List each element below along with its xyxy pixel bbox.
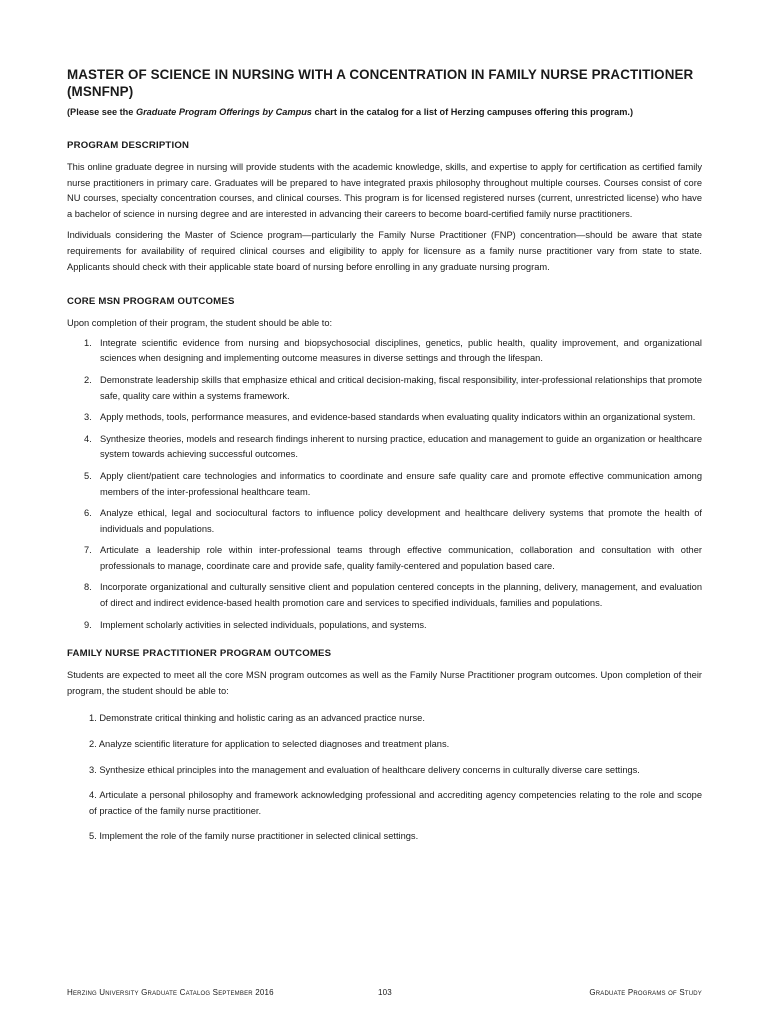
core-outcomes-list <box>67 336 702 634</box>
list-item: 1. Demonstrate critical thinking and holistic caring as an advanced practice nurse. <box>89 713 425 724</box>
list-item: 2. Demonstrate leadership skills that emphasize ethical and critical decision-making, fiscal responsibility, inter-professional relationships that promote safe, quality care within a systems framework. <box>84 374 702 401</box>
list-item: 2. Analyze scientific literature for application to selected diagnoses and treatment plans. <box>89 739 450 750</box>
list-item: 6. Analyze ethical, legal and sociocultural factors to influence policy development and healthcare delivery systems that promote the health of individuals and populations. <box>84 508 702 534</box>
program-description-heading: PROGRAM DESCRIPTION <box>67 140 190 151</box>
list-item: 9. Implement scholarly activities in selected individuals, populations, and systems. <box>84 619 427 630</box>
list-item: 3. Apply methods, tools, performance measures, and evidence-based standards when evaluating quality indicators within an organizational system. <box>84 412 696 423</box>
core-outcomes-intro: Upon completion of their program, the student should be able to: <box>67 318 333 329</box>
page-footer <box>67 988 702 1002</box>
list-item: 8. Incorporate organizational and culturally sensitive client and population centered concepts in the planning, delivery, management, and evaluation of direct and indirect evidence-based health promotion care and services to specified individuals, families and populations. <box>84 582 702 609</box>
campus-note <box>67 106 702 119</box>
list-item: 5. Implement the role of the family nurse practitioner in selected clinical settings. <box>89 831 419 842</box>
list-item: 4. Synthesize theories, models and research findings inherent to nursing practice, education and management to guide an organization or healthcare system towards achieving successful outcomes. <box>84 433 702 460</box>
fnp-outcomes-intro: Students are expected to meet all the core MSN program outcomes as well as the Family Nurse Practitioner program outcomes. Upon completion of their program, the student should be able to: <box>67 670 702 696</box>
catalog-page <box>67 66 702 855</box>
list-item: 4. Articulate a personal philosophy and framework acknowledging professional and accrediting agency competencies relating to the role and scope of practice of the family nurse practitioner. <box>89 790 702 816</box>
list-item: 5. Apply client/patient care technologies and informatics to coordinate and ensure safe quality care and promote effective communication among members of the inter-professional healthcare team. <box>84 470 702 497</box>
list-item: 1. Integrate scientific evidence from nursing and biopsychosocial disciplines, genetics, public health, quality improvement, and organizational sciences when designing and implementing outcome measures in diverse settings and through the lifespan. <box>84 337 702 364</box>
description-paragraph-1: This online graduate degree in nursing will provide students with the academic knowledge, skills, and expertise to apply for certification as certified family nurse practitioners in primary care. Graduates will be prepared to have integrated praxis philosophy throughout multiple courses. Courses consist of core NU courses, specialty concentration courses, and clinical courses. This program is for licensed registered nurses (current, unrestricted license) who have a bachelor of science in nursing degree and are interested in advancing their careers to become board-certified family nurse practitioners. <box>67 162 702 219</box>
fnp-outcomes-list <box>67 711 702 845</box>
note-chart-name: Graduate Program Offerings by Campus <box>135 107 312 117</box>
description-paragraph-2: Individuals considering the Master of Science program—particularly the Family Nurse Practitioner (FNP) concentration—should be aware that state requirements for availability of required clinical courses and eligibility to apply for licensure as a family nurse practitioner vary from state to state. Applicants should check with their applicable state board of nursing before enrolling in any graduate nursing program. <box>67 230 702 272</box>
footer-catalog-name: Herzing University Graduate Catalog September 2016 <box>67 988 274 997</box>
page-number: 103 <box>378 988 392 997</box>
note-pre: (Please see the <box>67 107 136 117</box>
note-post: chart in the catalog for a list of Herzing campuses offering this program.) <box>311 107 634 117</box>
core-outcomes-heading: CORE MSN PROGRAM OUTCOMES <box>67 296 235 308</box>
footer-section-name: Graduate Programs of Study <box>589 988 702 997</box>
page-title: MASTER OF SCIENCE IN NURSING WITH A CONCENTRATION IN FAMILY NURSE PRACTITIONER (MSNFNP) <box>67 67 694 99</box>
list-item: 7. Articulate a leadership role within inter-professional teams through effective communication, collaboration and consultation with other professionals to manage, coordinate care and provide safe, quality family-centered and population based care. <box>84 545 702 571</box>
fnp-outcomes-heading: FAMILY NURSE PRACTITIONER PROGRAM OUTCOMES <box>67 648 332 660</box>
list-item: 3. Synthesize ethical principles into the management and evaluation of healthcare delivery concerns in culturally diverse care settings. <box>89 764 640 775</box>
